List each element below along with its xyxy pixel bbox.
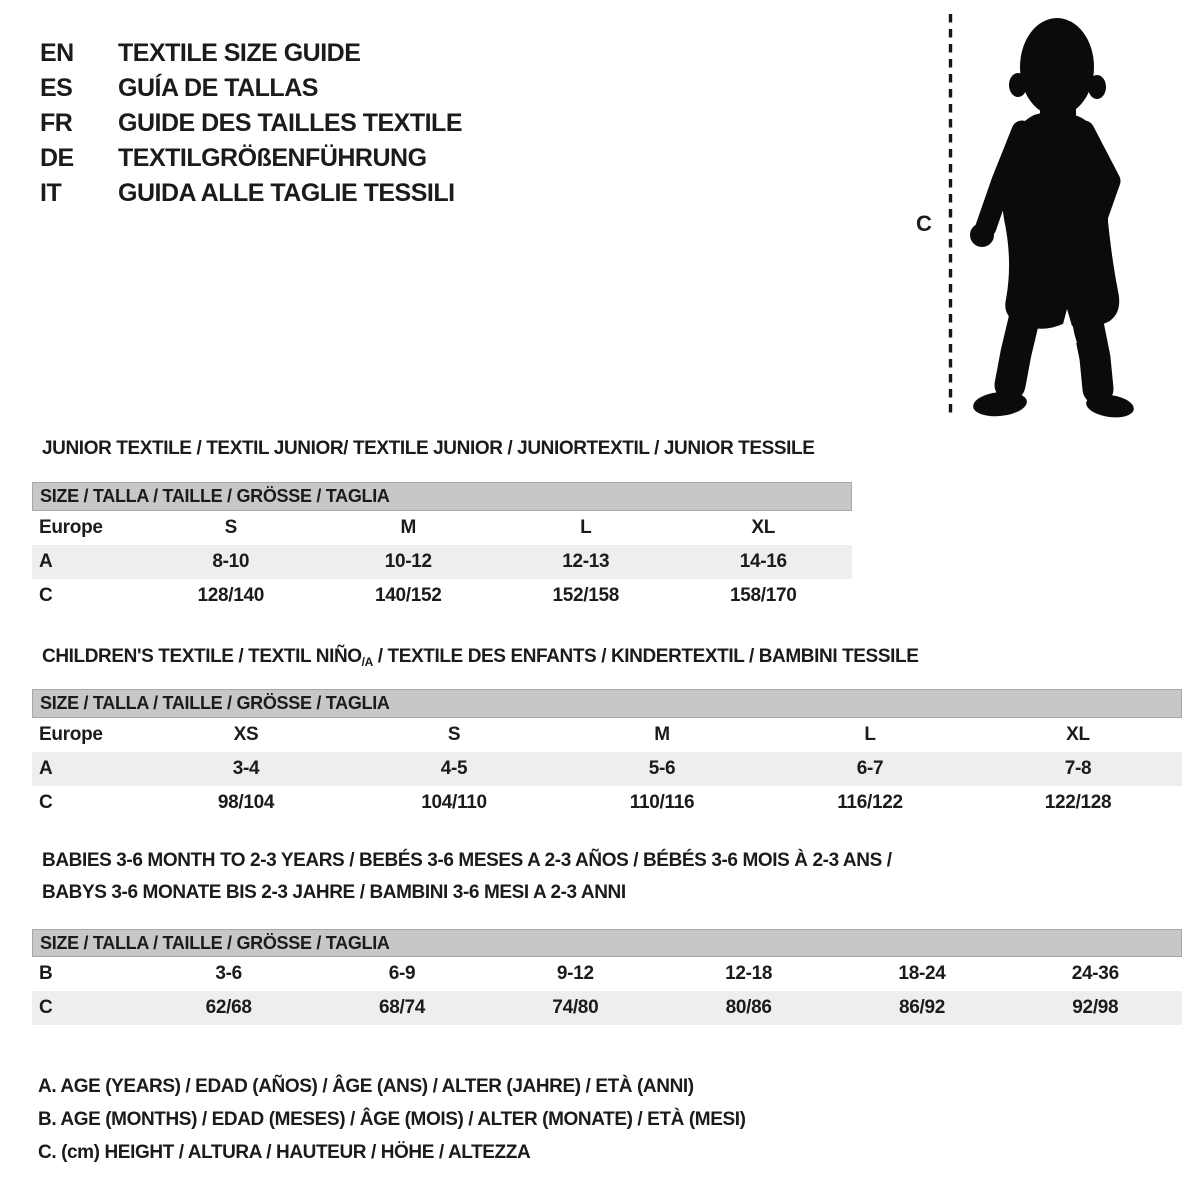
children-title-sub: /A <box>361 655 373 669</box>
children-title-suffix: / TEXTILE DES ENFANTS / KINDERTEXTIL / BAMBINI TESSILE <box>372 646 919 667</box>
row-label: A <box>39 758 53 779</box>
height-cell: 98/104 <box>217 792 275 813</box>
babies-title-line2: BABYS 3-6 MONATE BIS 2-3 JAHRE / BAMBINI 3-6 MESI A 2-3 ANNI <box>42 882 626 903</box>
size-cell: XS <box>233 724 259 745</box>
legend-line-b: B. AGE (MONTHS) / EDAD (MESES) / ÂGE (MOIS) / ALTER (MONATE) / ETÀ (MESI) <box>38 1109 746 1130</box>
language-title-block <box>40 36 462 211</box>
months-cell: 9-12 <box>556 963 594 984</box>
months-cell: 12-18 <box>725 963 773 984</box>
size-cell: S <box>224 517 237 538</box>
lang-row-it <box>40 176 462 211</box>
toddler-silhouette <box>962 13 1140 419</box>
age-cell: 10-12 <box>384 551 432 572</box>
children-title-prefix: CHILDREN'S TEXTILE / TEXTIL NIÑO <box>42 646 362 667</box>
lang-code: IT <box>40 179 62 207</box>
size-cell: XL <box>751 517 776 538</box>
row-label: Europe <box>39 724 103 745</box>
children-size-table <box>32 689 1182 820</box>
babies-size-table <box>32 929 1182 1025</box>
lang-code: ES <box>40 74 73 102</box>
height-cell: 80/86 <box>725 997 772 1018</box>
size-cell: S <box>447 724 461 745</box>
table-row-age <box>32 545 852 579</box>
height-cell: 74/80 <box>552 997 599 1018</box>
height-cell: 140/152 <box>374 585 442 606</box>
table-row-europe <box>32 511 852 545</box>
table-row-europe <box>32 718 1182 752</box>
table-row-height <box>32 786 1182 820</box>
table-row-height <box>32 579 852 613</box>
months-cell: 6-9 <box>388 963 416 984</box>
size-header-bar: SIZE / TALLA / TAILLE / GRÖSSE / TAGLIA <box>32 482 852 511</box>
row-label: C <box>39 585 53 606</box>
junior-size-table <box>32 482 852 613</box>
children-section-title <box>42 645 918 674</box>
lang-row-fr <box>40 106 462 141</box>
junior-section-title: JUNIOR TEXTILE / TEXTIL JUNIOR/ TEXTILE JUNIOR / JUNIORTEXTIL / JUNIOR TESSILE <box>42 438 815 459</box>
lang-title: GUIDA ALLE TAGLIE TESSILI <box>118 179 455 207</box>
lang-title: TEXTILGRÖßENFÜHRUNG <box>118 144 427 172</box>
months-cell: 3-6 <box>215 963 242 984</box>
legend-line-c: C. (cm) HEIGHT / ALTURA / HAUTEUR / HÖHE / ALTEZZA <box>38 1142 531 1163</box>
age-cell: 12-13 <box>562 551 610 572</box>
height-cell: 158/170 <box>729 585 797 606</box>
size-header-bar: SIZE / TALLA / TAILLE / GRÖSSE / TAGLIA <box>32 689 1182 718</box>
months-cell: 18-24 <box>898 963 946 984</box>
age-cell: 8-10 <box>212 551 250 572</box>
table-row-months <box>32 957 1182 991</box>
table-row-age <box>32 752 1182 786</box>
row-label: C <box>39 997 53 1018</box>
height-cell: 110/116 <box>629 792 695 813</box>
height-cell: 128/140 <box>197 585 265 606</box>
age-cell: 5-6 <box>648 758 676 779</box>
row-label: B <box>39 963 53 984</box>
height-cell: 104/110 <box>421 792 487 813</box>
size-cell: XL <box>1066 724 1090 745</box>
height-cell: 92/98 <box>1072 997 1119 1018</box>
height-cell: 68/74 <box>378 997 426 1018</box>
lang-title: TEXTILE SIZE GUIDE <box>118 39 361 67</box>
size-cell: L <box>864 724 876 745</box>
lang-code: EN <box>40 39 74 67</box>
height-dashed-line <box>946 14 955 419</box>
row-label: A <box>39 551 53 572</box>
size-cell: M <box>400 517 417 538</box>
table-row-height <box>32 991 1182 1025</box>
age-cell: 14-16 <box>739 551 787 572</box>
height-measure-label: C <box>916 211 932 236</box>
size-cell: M <box>654 724 670 745</box>
lang-code: FR <box>40 109 73 137</box>
lang-row-de <box>40 141 462 176</box>
months-cell: 24-36 <box>1071 963 1119 984</box>
age-cell: 4-5 <box>440 758 468 779</box>
lang-row-es <box>40 71 462 106</box>
legend-line-a: A. AGE (YEARS) / EDAD (AÑOS) / ÂGE (ANS) / ALTER (JAHRE) / ETÀ (ANNI) <box>38 1076 694 1097</box>
height-cell: 122/128 <box>1044 792 1112 813</box>
lang-title: GUÍA DE TALLAS <box>118 74 318 102</box>
size-cell: L <box>580 517 592 538</box>
size-header-bar: SIZE / TALLA / TAILLE / GRÖSSE / TAGLIA <box>32 929 1182 957</box>
legend-block <box>38 1070 746 1169</box>
age-cell: 3-4 <box>232 758 260 779</box>
row-label: C <box>39 792 53 813</box>
babies-title-line1: BABIES 3-6 MONTH TO 2-3 YEARS / BEBÉS 3-6 MESES A 2-3 AÑOS / BÉBÉS 3-6 MOIS À 2-3 ANS / <box>42 850 892 871</box>
height-cell: 62/68 <box>205 997 252 1018</box>
lang-title: GUIDE DES TAILLES TEXTILE <box>118 109 463 137</box>
height-cell: 152/158 <box>552 585 620 606</box>
lang-code: DE <box>40 144 74 172</box>
age-cell: 6-7 <box>856 758 884 779</box>
babies-section-title <box>42 845 892 909</box>
age-cell: 7-8 <box>1064 758 1092 779</box>
lang-row-en <box>40 36 462 71</box>
height-cell: 116/122 <box>837 792 903 813</box>
height-cell: 86/92 <box>898 997 945 1018</box>
row-label: Europe <box>39 517 103 538</box>
